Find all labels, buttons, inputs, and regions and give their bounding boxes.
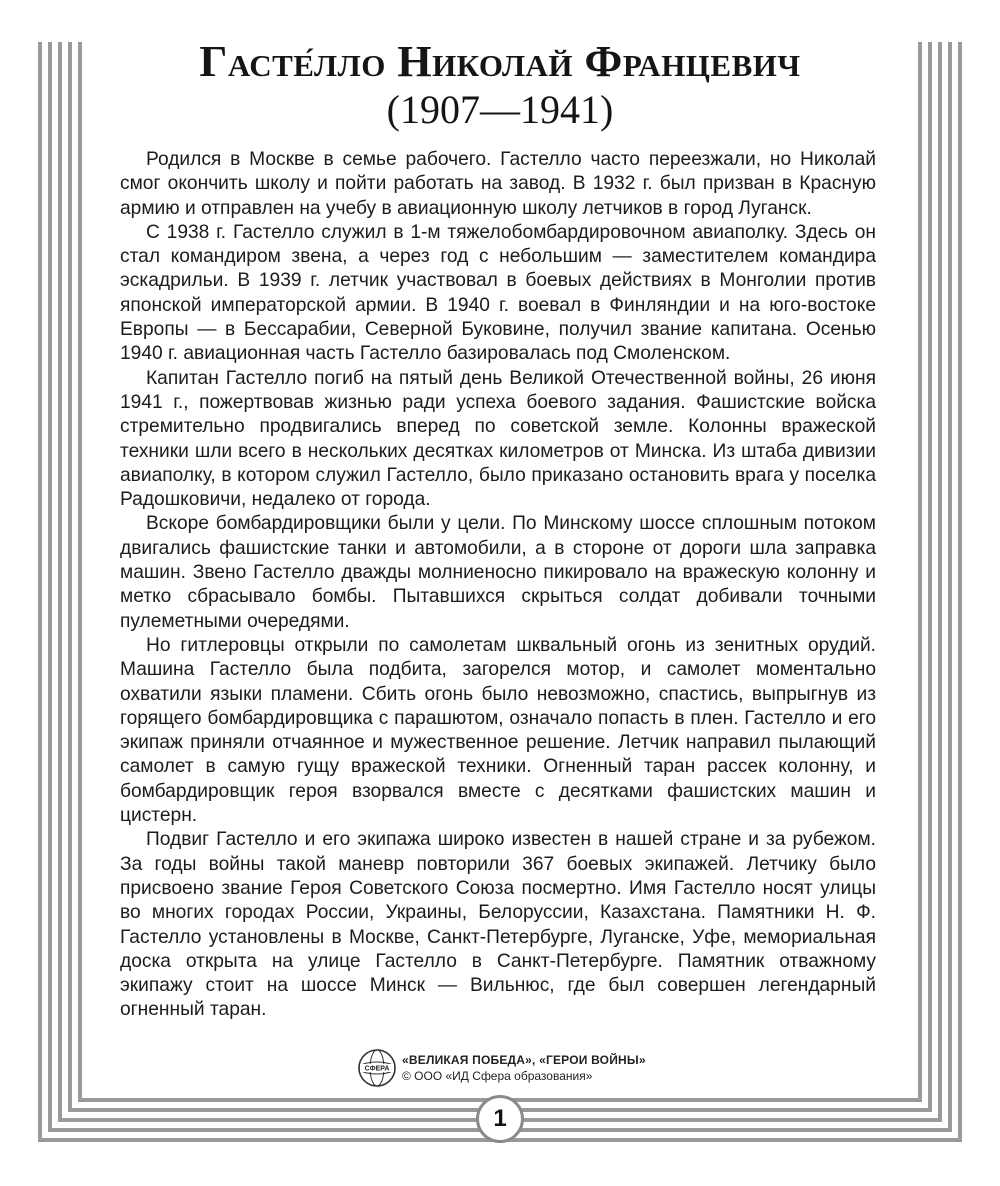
page-title: Гасте́лло Николай Францевич bbox=[199, 37, 801, 86]
frame-stripe bbox=[68, 42, 72, 1112]
paragraph: Родился в Москве в семье рабочего. Гастелло часто переезжали, но Николай смог окончить школу и пойти работать на завод. В 1932 г. был призван в Красную армию и отправлен на учебу в авиационную школу летчиков в город Луганск. bbox=[120, 149, 876, 219]
frame-stripe bbox=[918, 42, 922, 1102]
paragraph: Вскоре бомбардировщики были у цели. По Минскому шоссе сплошным потоком двигались фашистские танки и автомобили, а в стороне от дороги шла заправка машин. Звено Гастелло дважды молниеносно пикировало на вражескую колонну и метко сбрасывало бомбы. Пытавшихся скрыться солдат добивали точными пулеметными очередями. bbox=[120, 513, 876, 632]
frame-stripe bbox=[948, 42, 952, 1132]
series-title: «ВЕЛИКАЯ ПОБЕДА», «ГЕРОИ ВОЙНЫ» bbox=[402, 1053, 646, 1067]
paragraph: С 1938 г. Гастелло служил в 1-м тяжелобомбардировочном авиаполку. Здесь он стал командиром звена, а через год с небольшим — заместителем командира эскадрильи. В 1939 г. летчик участвовал в боевых действиях в Монголии против японской императорской армии. В 1940 г. воевал в Финляндии и на юго-востоке Европы — в Бессарабии, Северной Буковине, получил звание капитана. Осенью 1940 г. авиационная часть Гастелло базировалась под Смоленском. bbox=[120, 221, 876, 365]
life-years: (1907—1941) bbox=[386, 87, 614, 132]
frame-stripe bbox=[958, 42, 962, 1142]
paragraph: Но гитлеровцы открыли по самолетам шквальный огонь из зенитных орудий. Машина Гастелло была подбита, загорелся мотор, и самолет моментально охватили языки пламени. Сбить огонь было невозможно, спастись, выпрыгнув из горящего бомбардировщика с парашютом, означало попасть в плен. Гастелло и его экипаж приняли отчаянное и мужественное решение. Летчик направил пылающий самолет в самую гущу вражеской техники. Огненный таран рассек колонну, и бомбардировщик героя взорвался вместе с десятками фашистских машин и цистерн. bbox=[120, 634, 876, 827]
publisher-logo-icon bbox=[357, 1048, 397, 1088]
publisher-logo-text: СФЕРА bbox=[364, 1065, 390, 1073]
page-number: 1 bbox=[493, 1105, 507, 1132]
page-number-badge bbox=[476, 1095, 524, 1143]
article-body bbox=[120, 148, 876, 1023]
frame-stripe bbox=[58, 42, 62, 1122]
frame-stripe bbox=[38, 42, 42, 1142]
frame-stripe bbox=[938, 42, 942, 1122]
paragraph: Капитан Гастелло погиб на пятый день Великой Отечественной войны, 26 июня 1941 г., пожертвовав жизнью ради успеха боевого задания. Фашистские войска стремительно продвигались вперед по советской земле. Колонны вражеской техники шли всего в нескольких десятках километров от Минска. Из штаба дивизии авиаполку, в котором служил Гастелло, было приказано остановить врага у поселка Радошковичи, недалеко от города. bbox=[120, 367, 876, 511]
copyright-text: © ООО «ИД Сфера образования» bbox=[402, 1069, 593, 1083]
frame-stripe bbox=[78, 42, 82, 1102]
paragraph: Подвиг Гастелло и его экипажа широко известен в нашей стране и за рубежом. За годы войны такой маневр повторили 367 боевых экипажей. Летчику было присвоено звание Героя Советского Союза посмертно. Имя Гастелло носят улицы во многих городах России, Украины, Белоруссии, Казахстана. Памятники Н. Ф. Гастелло установлены в Москве, Санкт-Петербурге, Луганске, Уфе, мемориальная доска открыта на улице Гастелло в Санкт-Петербурге. Памятник отважному экипажу стоит на шоссе Минск — Вильнюс, где был совершен легендарный огненный таран. bbox=[120, 829, 876, 1021]
frame-stripe bbox=[928, 42, 932, 1112]
frame-stripe bbox=[48, 42, 52, 1132]
